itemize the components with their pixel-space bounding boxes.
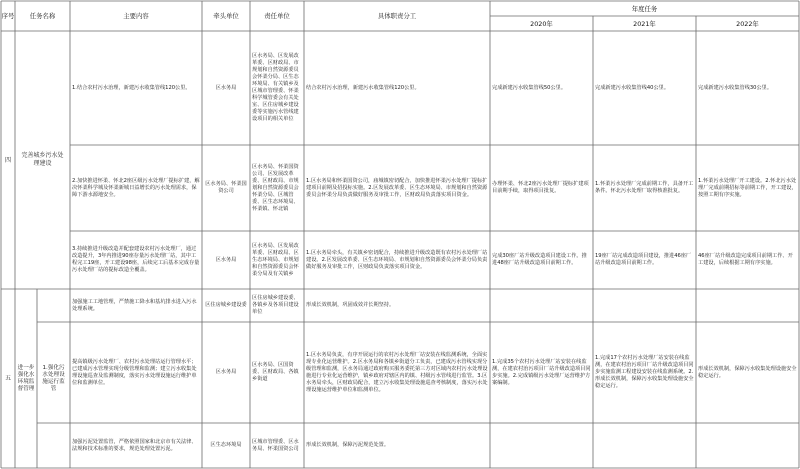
row-2021: 1.完成17个农村污水处理厂站安装在线监测，在建农村治污项目厂站升级改造项目同步实施监测工程建设安装在线监测系统。2.形成长效机制，保障污水收集处理设施安全稳定运行。 — [595, 355, 694, 389]
row-lead-unit: 区住房城乡建设委 — [205, 302, 247, 308]
row-content: 3.持续推进升级改造并配套建设农村污水处理厂，通过改造提升，3年内推进90座存量污水处理厂站，其中工程完工19座，开工建设98座，后续完工后基本完成存量污水处理厂站的提标改造全覆盖。 — [72, 246, 200, 273]
row-2020: 完成新建污水收集管线50公里。 — [492, 84, 567, 91]
row-duties: 形成长效机制，巩固成效并长期坚持。 — [306, 302, 395, 308]
sub-task-name-text: 1.强化污水处理设施运行监管 — [42, 364, 65, 392]
row-2020 — [490, 289, 593, 322]
row-2020: 完成30座厂站升级改造项目建设工作。推进48座厂站升级改造项目前期工作。 — [492, 253, 587, 266]
header-content: 主要内容 — [123, 12, 149, 20]
row-content: 加强施工工地管理，严禁施工降水和基坑排水进入污水处理系统。 — [72, 298, 197, 312]
row-2022: 46座厂站升级改造完成项目前期工作、开工建设，后续根据工期有序实施。 — [698, 253, 793, 266]
row-2021: 完成新建污水收集管线40公里。 — [595, 84, 670, 91]
row-2021 — [593, 423, 696, 468]
row-resp-unit: 区水务局、区发展改革委、区财政局、区生态环境局、市规划和自然资源委员会怀柔分局及有关镇乡 — [252, 242, 299, 277]
header-seq: 序号 — [1, 12, 15, 20]
row-2022: 形成长效机制，保障污水收集处理设施安全稳定运行。 — [698, 365, 797, 379]
row-duties: 形成长效机制，保障污泥规范处置。 — [306, 442, 390, 448]
row-duties: 1.区水务局和怀柔国资公司，庙城镇密切配合，加快推进怀柔污水处理厂提标扩建项目前期及招投标实施。2.区发展改革委、区生态环境局、市规划和自然资源委员会怀柔分局负责做好服务及审批工作，区财政局负责落实项目资金。 — [306, 177, 488, 198]
section-number: 四 — [4, 156, 11, 164]
row-lead-unit: 区生态环境局 — [210, 442, 242, 448]
header-lead-unit: 牵头单位 — [213, 12, 239, 20]
row-duties: 1.区水务局牵头，有关镇乡密切配合，持续推进升级改造既有农村污水处理厂站建设。2.区发展改革委、区生态环境局、市规划和自然资源委员会怀柔分局负责做好服务及审批工作，区财政局负责落实项目资金。 — [306, 249, 488, 270]
row-2021: 19座厂站完成改造项目建设，推进46座厂站升级改造项目前期工作。 — [595, 253, 692, 266]
section-number: 五 — [4, 375, 11, 382]
header-duties: 具体职责分工 — [377, 12, 417, 20]
row-resp-unit: 区水务局、怀柔国资公司、区发展改革委、区财政局、市规划和自然资源委员会怀柔分局、区城管委、区生态环境局、怀柔镇、怀北镇 — [252, 163, 299, 212]
row-resp-unit: 区城市管理委、区水务局、怀柔国资公司 — [252, 438, 299, 452]
task-name: 完善城乡污水处理建设 — [21, 152, 64, 167]
row-2021 — [593, 289, 696, 322]
row-content: 2.加快推进怀柔、怀北2座区级污水处理厂提标扩建，解决怀柔科学城及怀柔新城日益增长的污水处理需求，保障下游水源地安全。 — [72, 177, 200, 198]
row-2021: 1.怀柔污水处理厂完成前期工作，具备开工条件。怀北污水处理厂取得核准批复。 — [595, 181, 694, 194]
row-2020 — [490, 423, 593, 468]
row-2022 — [696, 423, 799, 468]
sub-task-name — [37, 289, 70, 468]
row-content: 提高镇级污水处理厂、农村污水处理站运行管理水平；已建成污水管理实现分级管理和监测；建立污水收集处理设施巡查及监测制度，落实污水处理设施运行维护单位和监测单位。 — [72, 358, 197, 386]
header-task-name: 任务名称 — [29, 12, 56, 20]
row-2020: 办理怀柔、怀北2座污水处理厂提标扩建项目前期手续，取得项目批复。 — [492, 181, 589, 194]
row-resp-unit: 区水务局、区国资委、区财政局、各镇乡街道 — [252, 362, 299, 382]
header-year-2020: 2020年 — [530, 19, 553, 28]
row-content: 1.结合农村污水治理，新建污水收集管线120公里。 — [72, 84, 191, 91]
row-2020: 1.完成35个农村污水处理厂站安装在线监测，在建农村治污项目厂站升级改造项目同步实施。2.完成镇级污水处理厂运营维护方案编制。 — [492, 358, 591, 386]
row-lead-unit: 区水务局 — [215, 256, 237, 263]
row-resp-unit: 区住房城乡建设委、各镇乡及各项目建设单位 — [252, 295, 299, 315]
task-name-text: 进一步强化水环境监督管理 — [17, 364, 35, 392]
row-lead-unit: 区水务局 — [215, 369, 237, 375]
row-content: 加强污泥处置监管，严格依照国家和北京市有关法律、法规和技术标准的要求，规范处理处置污泥。 — [72, 438, 197, 452]
row-2022 — [696, 289, 799, 322]
row-2022: 完成新建污水收集管线30公里。 — [698, 84, 773, 91]
row-duties: 1.区水务局负责，有序开展运行的农村污水处理厂站安装在线监测系统，全面实现专业化运营维护。2.区水务局和各镇乡街道分工负责，已建成污水管线实现分级管理和监测，区水务局通过政府购买服务委托第三方对区域内农村污水处理设施进行专业化运营维护，镇乡政府对辖区内的镇、村级污水管线进行监管。3.区水务局牵头，区财政局配合，建立污水收集处理设施巡查考核制度，落实污水处理设施运营维护单位和监测单位。 — [306, 351, 488, 393]
row-2022: 1.怀柔污水处理厂开工建设。2.怀北污水处理厂完成前期招标等前期工作，开工建设，按照工期有序实施。 — [698, 177, 797, 198]
row-resp-unit: 区水务局、区发展改革委、区财政局、市规划和自然资源委员会怀柔分局、区生态环境局、有关镇乡及区城市管理委、怀柔科学城管委会有关处室、区住房城乡建设委等实施污水管线建设项目的相关单位 — [252, 53, 299, 122]
header-year-2021: 2021年 — [633, 19, 656, 28]
header-year-2022: 2022年 — [736, 19, 759, 28]
header-resp-unit: 责任单位 — [264, 12, 290, 20]
row-duties: 结合农村污水治理，新建污水收集管线120公里。 — [306, 84, 420, 91]
row-lead-unit: 区水务局 — [215, 84, 237, 91]
task-name — [15, 289, 37, 468]
header-annual: 年度任务 — [631, 4, 658, 13]
row-lead-unit: 区水务局、怀柔国资公司 — [205, 181, 247, 194]
